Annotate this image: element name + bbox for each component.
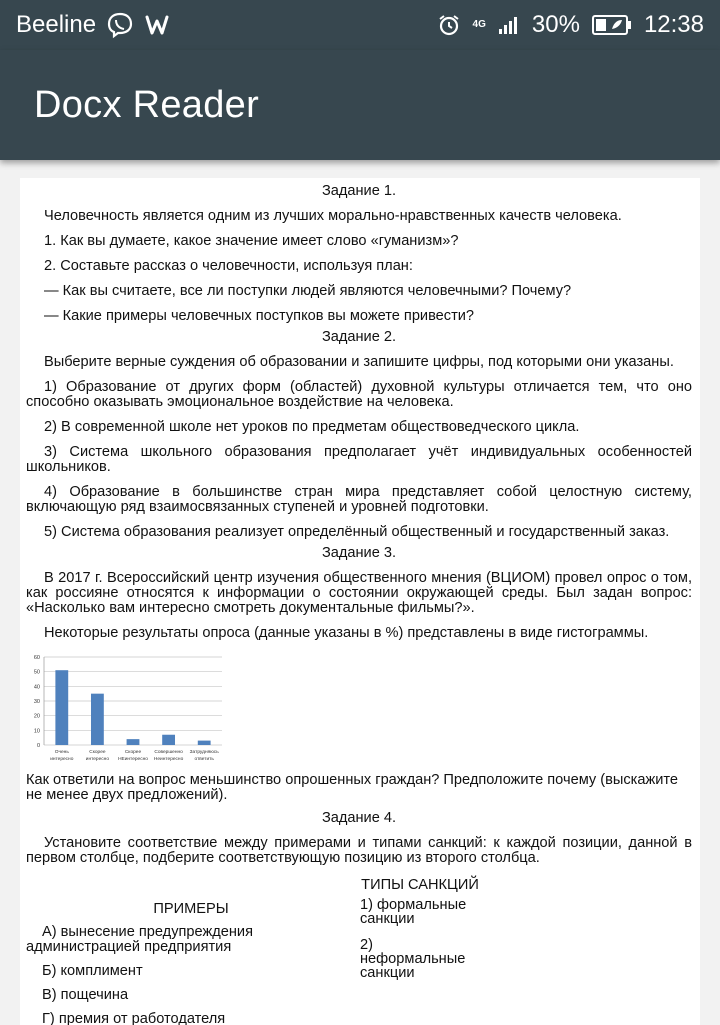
alarm-icon xyxy=(437,13,461,37)
clock: 12:38 xyxy=(643,11,704,38)
examples-column xyxy=(26,896,356,1025)
chart-y-tick-label: 60 xyxy=(33,655,40,661)
task2-line: 1) Образование от других форм (областей) духовной культуры отличается тем, что оно способно оказывать эмоциональное воздействие на человека. xyxy=(26,379,692,410)
chart-x-tick-label: Совершенно Неинтересно xyxy=(153,750,184,762)
task1-line: 2. Составьте рассказ о человечности, используя план: xyxy=(44,258,413,274)
task3-intro: В 2017 г. Всероссийский центр изучения общественного мнения (ВЦИОМ) провел опрос о том, как россияне относятся к информации о состоянии окружающей среды. Был задан вопрос: «Насколько вам интересно смотреть документальные фильмы?». xyxy=(26,570,692,616)
chart-y-tick-label: 0 xyxy=(36,743,40,749)
task4-intro: Установите соответствие между примерами и типами санкций: к каждой позиции, данной в первом столбце, подберите соответствующую позицию из второго столбца. xyxy=(26,835,692,866)
sanctions-table xyxy=(26,877,692,1025)
task1-title: Задание 1. xyxy=(321,183,397,199)
types-header: ТИПЫ САНКЦИЙ xyxy=(361,877,479,893)
viber-icon xyxy=(106,11,134,39)
chart-x-tick-label: Затрудняюсь ответить xyxy=(189,750,219,762)
task2-line: 5) Система образования реализует определённый общественный и государственный заказ. xyxy=(44,524,670,540)
carrier-label: Beeline xyxy=(16,11,97,38)
chart-y-tick-label: 10 xyxy=(33,728,40,735)
types-column xyxy=(360,877,480,1025)
survey-chart xyxy=(26,651,226,769)
type-item: 1) формальные санкции xyxy=(360,897,467,927)
signal-icon xyxy=(498,15,520,35)
app-title: Docx Reader xyxy=(34,83,260,126)
chart-bar xyxy=(55,670,68,745)
task2-line: 4) Образование в большинстве стран мира представляет собой целостную систему, включающую ряд взаимосвязанных ступеней и уровней подготовки. xyxy=(26,484,692,515)
task2-line: 2) В современной школе нет уроков по предметам обществоведческого цикла. xyxy=(44,419,580,435)
chart-svg xyxy=(26,651,226,769)
battery-icon xyxy=(592,14,632,36)
chart-bar xyxy=(127,739,140,745)
example-item: А) вынесение предупреждения администрацией предприятия xyxy=(26,924,253,955)
task1-line: — Какие примеры человечных поступков вы можете привести? xyxy=(44,308,475,324)
task1-line: — Как вы считаете, все ли поступки людей являются человечными? Почему? xyxy=(44,283,572,299)
task4-title: Задание 4. xyxy=(321,810,397,826)
example-item: В) пощечина xyxy=(42,987,129,1003)
chart-y-tick-label: 50 xyxy=(33,669,40,676)
task1-line: 1. Как вы думаете, какое значение имеет слово «гуманизм»? xyxy=(44,233,459,249)
chart-y-tick-label: 40 xyxy=(33,684,40,691)
type-item: 2) неформальные санкции xyxy=(360,937,466,981)
example-item: Б) комплимент xyxy=(42,963,143,979)
chart-x-tick-label: Скорее интересно xyxy=(85,750,110,762)
wildberries-icon xyxy=(144,13,174,37)
task2-title: Задание 2. xyxy=(321,329,397,345)
app-bar xyxy=(0,50,720,160)
task3-title: Задание 3. xyxy=(321,545,397,561)
chart-bar xyxy=(91,694,104,745)
task1-line: Человечность является одним из лучших морально-нравственных качеств человека. xyxy=(44,208,622,224)
chart-y-tick-label: 20 xyxy=(33,713,40,720)
example-item: Г) премия от работодателя xyxy=(42,1011,226,1025)
network-label xyxy=(473,20,486,30)
task3-question: Как ответили на вопрос меньшинство опрошенных граждан? Предположите почему (выскажите не менее двух предложений). xyxy=(26,772,679,803)
network-type: 4G xyxy=(472,19,486,30)
chart-y-tick-label: 30 xyxy=(33,699,40,705)
battery-percent: 30% xyxy=(531,11,580,38)
document-page[interactable] xyxy=(20,178,700,1025)
task3-note: Некоторые результаты опроса (данные указаны в %) представлены в виде гистограммы. xyxy=(44,625,649,641)
chart-x-tick-label: Скорее НЕинтересно xyxy=(118,750,148,762)
chart-bar xyxy=(162,735,175,745)
chart-bar xyxy=(198,741,211,745)
task2-line: 3) Система школьного образования предполагает учёт индивидуальных особенностей школьников. xyxy=(26,444,692,475)
status-bar xyxy=(0,0,720,50)
chart-x-tick-label: Очень интересно xyxy=(50,750,74,762)
task2-line: Выберите верные суждения об образовании и запишите цифры, под которыми они указаны. xyxy=(44,354,674,370)
examples-header: ПРИМЕРЫ xyxy=(153,901,229,917)
